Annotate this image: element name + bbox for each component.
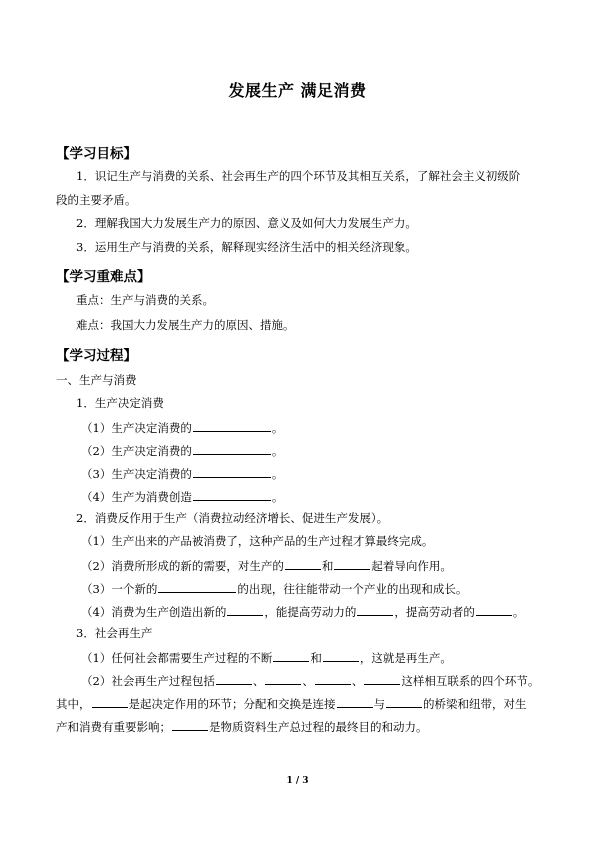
subsection-3-title: 3．社会再生产	[76, 626, 153, 640]
answer-blank[interactable]	[92, 695, 128, 708]
answer-blank[interactable]	[227, 603, 263, 616]
objectives-heading: 【学习目标】	[56, 146, 137, 162]
answer-blank[interactable]	[386, 695, 422, 708]
page-number: 1 / 3	[286, 776, 309, 786]
answer-blank[interactable]	[158, 580, 236, 593]
objective-1-line-1: 1．识记生产与消费的关系、社会再生产的四个环节及其相互关系，了解社会主义初级阶	[76, 169, 521, 183]
subsection-2-title: 2．消费反作用于生产（消费拉动经济增长、促进生产发展）。	[76, 511, 389, 525]
process-heading: 【学习过程】	[56, 348, 137, 364]
fill-item-3-1: （1）任何社会都需要生产过程的不断 和 ，这就是再生产。	[81, 651, 452, 665]
item-2-1: （1）生产出来的产品被消费了，这种产品的生产过程才算最终完成。	[81, 534, 434, 548]
answer-blank[interactable]	[216, 672, 252, 685]
key-point: 重点：生产与消费的关系。	[76, 293, 214, 307]
answer-blank[interactable]	[193, 465, 271, 478]
answer-blank[interactable]	[265, 672, 301, 685]
answer-blank[interactable]	[273, 649, 309, 662]
answer-blank[interactable]	[364, 672, 400, 685]
fill-item-3-3: 其中， 是起决定作用的环节；分配和交换是连接 与 的桥梁和纽带，对生	[56, 697, 527, 711]
fill-item-2-2: （2）消费所形成的新的需要，对生产的 和 起着导向作用。	[81, 559, 452, 573]
fill-item-1-2: （2）生产决定消费的 。	[81, 444, 284, 458]
answer-blank[interactable]	[357, 603, 393, 616]
key-points-heading: 【学习重难点】	[56, 269, 151, 285]
answer-blank[interactable]	[334, 557, 370, 570]
subsection-1-title: 1．生产决定消费	[76, 396, 164, 410]
page-title: 发展生产 满足消费	[228, 81, 367, 100]
objective-3: 3．运用生产与消费的关系，解释现实经济生活中的相关经济现象。	[76, 240, 417, 254]
objective-2: 2．理解我国大力发展生产力的原因、意义及如何大力发展生产力。	[76, 216, 417, 230]
fill-item-1-1: （1）生产决定消费的 。	[81, 421, 284, 435]
fill-item-1-3: （3）生产决定消费的 。	[81, 467, 284, 481]
fill-item-3-2: （2）社会再生产过程包括 、 、 、 这样相互联系的四个环节。	[81, 674, 540, 688]
fill-item-1-4: （4）生产为消费创造 。	[81, 490, 284, 504]
objective-1-line-2: 段的主要矛盾。	[56, 193, 137, 207]
answer-blank[interactable]	[193, 419, 271, 432]
fill-item-2-3: （3）一个新的 的出现，往往能带动一个产业的出现和成长。	[81, 582, 468, 596]
answer-blank[interactable]	[172, 718, 208, 731]
answer-blank[interactable]	[285, 557, 321, 570]
fill-item-2-4: （4）消费为生产创造出新的 ，能提高劳动力的 ，提高劳动者的 。	[81, 605, 525, 619]
fill-item-3-4: 产和消费有重要影响； 是物质资料生产总过程的最终目的和动力。	[56, 720, 428, 734]
answer-blank[interactable]	[315, 672, 351, 685]
part-1-title: 一、生产与消费	[56, 373, 137, 387]
answer-blank[interactable]	[337, 695, 373, 708]
answer-blank[interactable]	[193, 442, 271, 455]
difficult-point: 难点：我国大力发展生产力的原因、措施。	[76, 318, 295, 332]
answer-blank[interactable]	[476, 603, 512, 616]
answer-blank[interactable]	[323, 649, 359, 662]
answer-blank[interactable]	[193, 488, 271, 501]
